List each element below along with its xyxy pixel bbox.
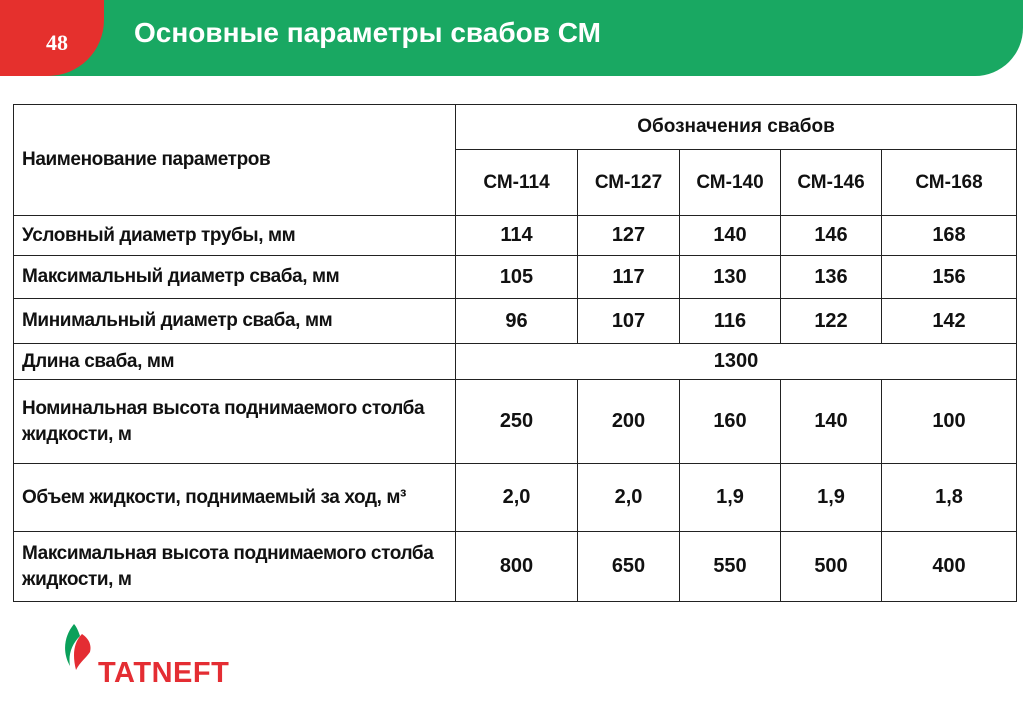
page-title: Основные параметры свабов СМ: [134, 17, 601, 48]
cell-value: 107: [578, 299, 680, 344]
cell-value: 1,8: [882, 464, 1017, 532]
row-label: Объем жидкости, поднимаемый за ход, м³: [14, 464, 456, 532]
tatneft-logo-graphic: [60, 618, 290, 690]
logo-text: TATNEFT: [98, 657, 230, 689]
cell-value: 200: [578, 380, 680, 464]
tatneft-logo: [60, 618, 290, 690]
column-header: СМ-140: [680, 150, 781, 216]
cell-value: 136: [781, 256, 882, 299]
cell-value: 400: [882, 532, 1017, 602]
cell-value: 100: [882, 380, 1017, 464]
group-header: Обозначения свабов: [456, 105, 1017, 150]
cell-value: 1300: [456, 344, 1017, 380]
cell-value: 156: [882, 256, 1017, 299]
cell-value: 650: [578, 532, 680, 602]
cell-value: 122: [781, 299, 882, 344]
cell-value: 550: [680, 532, 781, 602]
cell-value: 146: [781, 216, 882, 256]
table-row: [14, 464, 1017, 532]
cell-value: 500: [781, 532, 882, 602]
page-number: 48: [46, 30, 68, 55]
table-row: [14, 344, 1017, 380]
table-row: [14, 216, 1017, 256]
param-header: Наименование параметров: [14, 105, 456, 216]
cell-value: 800: [456, 532, 578, 602]
column-header: СМ-114: [456, 150, 578, 216]
table-row: [14, 532, 1017, 602]
column-header: СМ-146: [781, 150, 882, 216]
cell-value: 116: [680, 299, 781, 344]
cell-value: 2,0: [456, 464, 578, 532]
cell-value: 114: [456, 216, 578, 256]
row-label: Длина сваба, мм: [14, 344, 456, 380]
parameters-table: [13, 104, 1017, 602]
cell-value: 130: [680, 256, 781, 299]
cell-value: 96: [456, 299, 578, 344]
row-label: Максимальная высота поднимаемого столба жидкости, м: [14, 532, 456, 602]
cell-value: 1,9: [781, 464, 882, 532]
table-row: [14, 256, 1017, 299]
table-row: [14, 299, 1017, 344]
cell-value: 105: [456, 256, 578, 299]
row-label: Максимальный диаметр сваба, мм: [14, 256, 456, 299]
cell-value: 140: [680, 216, 781, 256]
column-header: СМ-127: [578, 150, 680, 216]
cell-value: 127: [578, 216, 680, 256]
row-label: Минимальный диаметр сваба, мм: [14, 299, 456, 344]
cell-value: 117: [578, 256, 680, 299]
row-label: Номинальная высота поднимаемого столба жидкости, м: [14, 380, 456, 464]
row-label: Условный диаметр трубы, мм: [14, 216, 456, 256]
cell-value: 168: [882, 216, 1017, 256]
cell-value: 2,0: [578, 464, 680, 532]
cell-value: 1,9: [680, 464, 781, 532]
cell-value: 140: [781, 380, 882, 464]
cell-value: 160: [680, 380, 781, 464]
column-header: СМ-168: [882, 150, 1017, 216]
cell-value: 142: [882, 299, 1017, 344]
cell-value: 250: [456, 380, 578, 464]
table-row: [14, 380, 1017, 464]
